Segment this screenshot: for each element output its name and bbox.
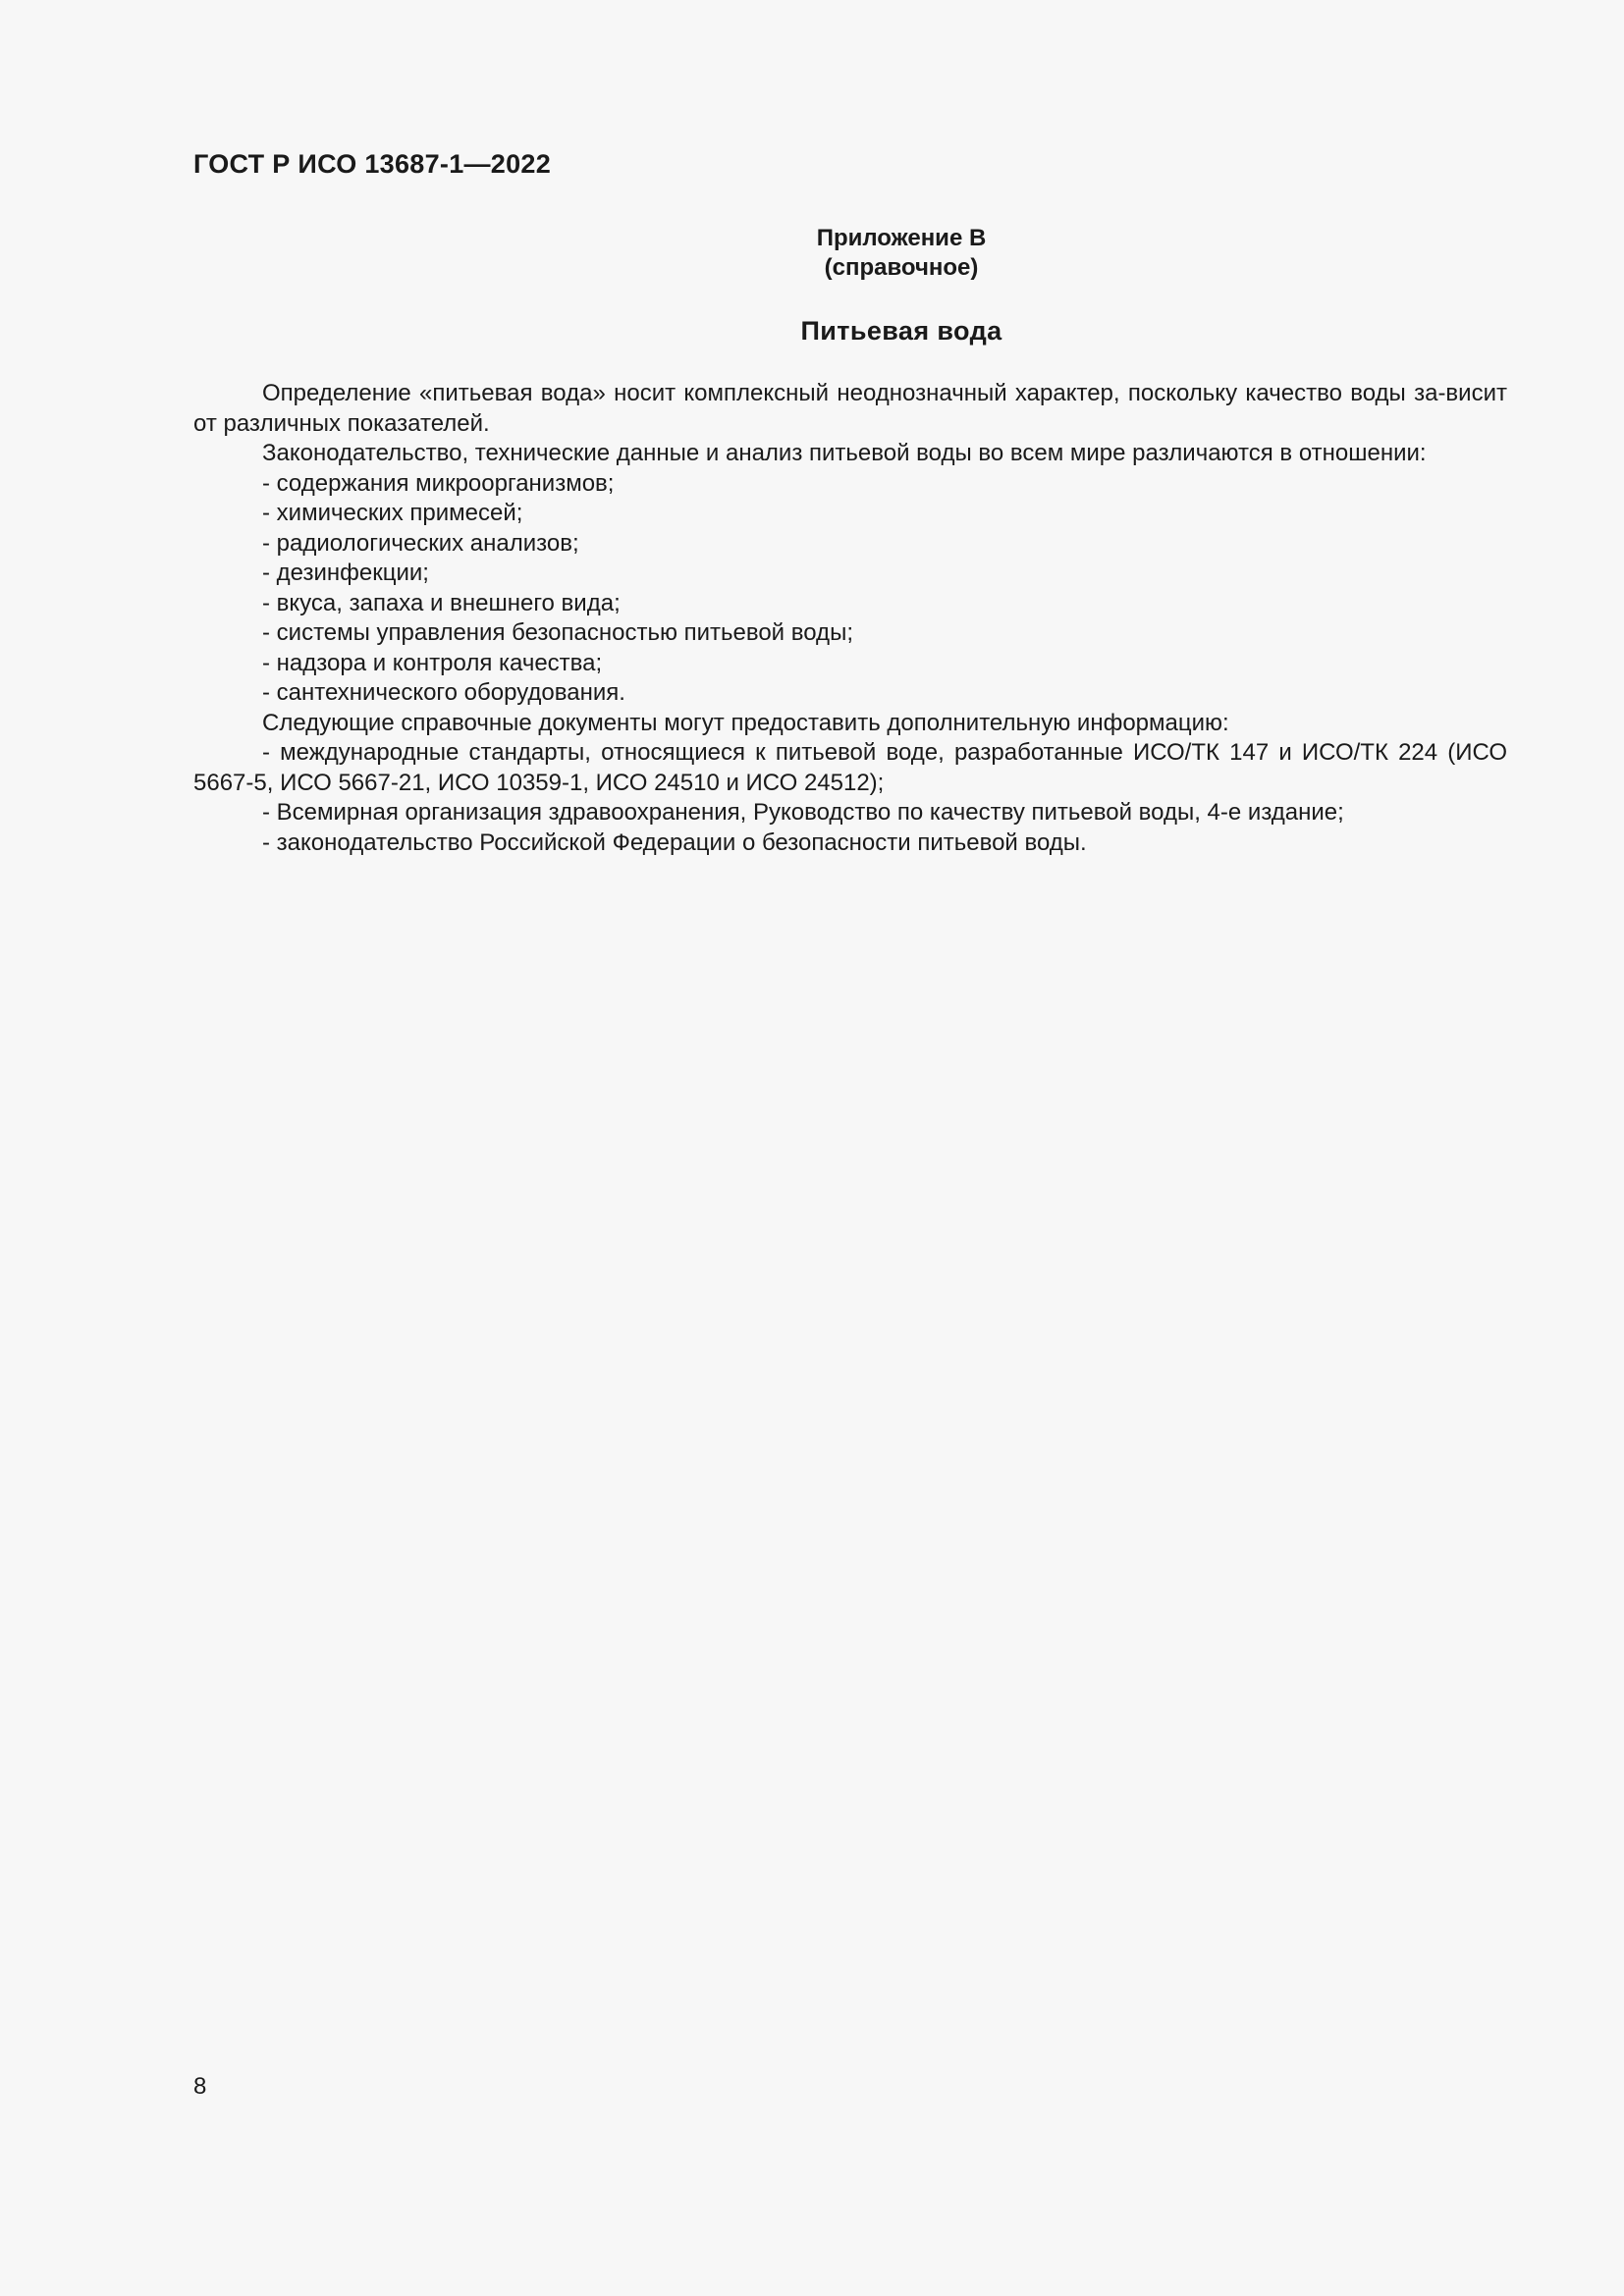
section-title: Питьевая вода (800, 316, 1002, 346)
list-item: - надзора и контроля качества; (262, 649, 603, 676)
list-item: - системы управления безопасностью питьевой воды; (262, 619, 853, 646)
paragraph: Законодательство, технические данные и анализ питьевой воды во всем мире различаются в отношении: (262, 440, 1427, 466)
paragraph: Следующие справочные документы могут предоставить дополнительную информацию: (262, 709, 1229, 736)
list-item: - сантехнического оборудования. (262, 679, 625, 706)
list-item: - химических примесей; (262, 500, 523, 526)
annex-subtitle: (справочное) (824, 254, 979, 281)
annex-heading (244, 224, 1558, 283)
list-item: - Всемирная организация здравоохранения, Руководство по качеству питьевой воды, 4-е издание; (262, 799, 1344, 826)
annex-title: Приложение В (816, 225, 987, 251)
page-number: 8 (193, 2073, 207, 2100)
list-item: - вкуса, запаха и внешнего вида; (262, 589, 621, 616)
list-item: - международные стандарты, относящиеся к питьевой воде, разработанные ИСО/ТК 147 и ИСО/ТК 224 (ИСО 5667-5, ИСО 5667-21, ИСО 10359-1, ИСО 24510 и ИСО 24512); (193, 739, 1507, 796)
document-page (193, 0, 1507, 2296)
list-item: - содержания микроорганизмов; (262, 469, 615, 497)
paragraph: Определение «питьевая вода» носит комплексный неоднозначный характер, поскольку качество воды за-висит от различных показателей. (193, 380, 1507, 437)
document-header: ГОСТ Р ИСО 13687-1—2022 (193, 149, 552, 179)
list-item: - дезинфекции; (262, 560, 429, 586)
list-item: - радиологических анализов; (262, 529, 579, 557)
body-text (193, 379, 1507, 858)
list-item: - законодательство Российской Федерации о безопасности питьевой воды. (262, 828, 1087, 856)
